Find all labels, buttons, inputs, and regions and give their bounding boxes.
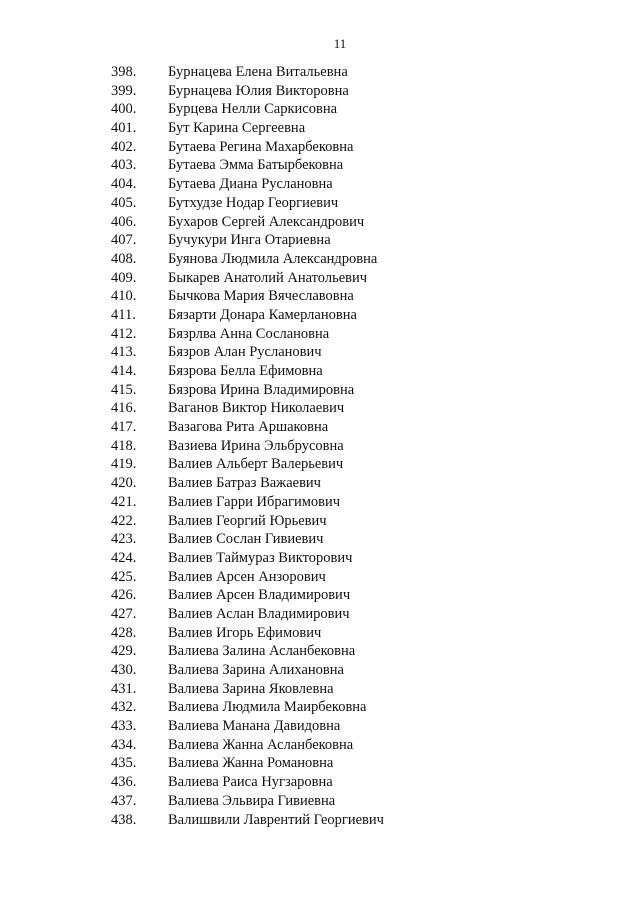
entry-number: 426. — [111, 587, 137, 604]
entry-number: 437. — [111, 792, 137, 809]
list-item — [0, 586, 640, 605]
list-item — [0, 642, 640, 661]
list-item — [0, 754, 640, 773]
entry-number: 401. — [111, 120, 137, 137]
entry-name: Валиев Альберт Валерьевич — [168, 456, 344, 473]
entry-name: Валиева Зарина Алихановна — [168, 662, 344, 678]
entry-number: 430. — [111, 662, 137, 678]
entry-number: 411. — [111, 306, 136, 323]
entry-name: Ваганов Виктор Николаевич — [168, 400, 345, 417]
entry-number: 423. — [111, 531, 137, 548]
list-item — [0, 362, 640, 381]
entry-name: Быкарев Анатолий Анатольевич — [168, 269, 368, 286]
entry-name: Валиева Залина Асланбековна — [168, 643, 356, 660]
entry-name: Бязров Алан Русланович — [168, 344, 322, 361]
entry-name: Бязрова Ирина Владимировна — [168, 381, 355, 398]
list-item — [0, 306, 640, 325]
list-item — [0, 399, 640, 418]
entry-number: 404. — [111, 176, 137, 193]
entry-number: 410. — [111, 288, 137, 305]
entry-number: 433. — [111, 718, 137, 735]
entry-number: 418. — [111, 437, 137, 454]
list-item — [0, 680, 640, 699]
entry-number: 438. — [111, 811, 137, 828]
list-item — [0, 156, 640, 175]
list-item — [0, 325, 640, 344]
entry-number: 431. — [111, 680, 137, 697]
entry-number: 412. — [111, 325, 137, 342]
entry-name: Валиев Гарри Ибрагимович — [168, 493, 341, 510]
entry-number: 416. — [111, 400, 137, 417]
list-item — [0, 717, 640, 736]
list-item — [0, 269, 640, 288]
list-item — [0, 250, 640, 269]
entry-name: Валиева Эльвира Гивиевна — [168, 792, 336, 809]
list-item — [0, 661, 640, 680]
entry-name: Вазагова Рита Аршаковна — [168, 419, 329, 436]
list-item — [0, 624, 640, 643]
entry-name: Бычкова Мария Вячеславовна — [168, 288, 354, 305]
entry-name: Бурцева Нелли Саркисовна — [168, 101, 338, 118]
list-item — [0, 437, 640, 456]
entry-number: 403. — [111, 157, 137, 174]
entry-number: 406. — [111, 213, 137, 230]
list-item — [0, 792, 640, 811]
list-item — [0, 175, 640, 194]
entry-number: 432. — [111, 699, 137, 716]
entry-name: Валиев Сослан Гивиевич — [168, 531, 324, 548]
entry-name: Бутаева Диана Руслановна — [168, 176, 333, 193]
entry-name: Валиева Жанна Романовна — [168, 755, 334, 772]
entry-name: Вазиева Ирина Эльбрусовна — [168, 437, 344, 454]
list-item — [0, 82, 640, 101]
list-item — [0, 418, 640, 437]
entry-number: 429. — [111, 643, 137, 660]
list-item — [0, 138, 640, 157]
entry-number: 405. — [111, 194, 137, 211]
entry-name: Бухаров Сергей Александрович — [168, 213, 365, 230]
entry-number: 435. — [111, 755, 137, 772]
entry-name: Валиева Людмила Маирбековна — [168, 699, 367, 716]
entry-name: Бурнацева Юлия Викторовна — [168, 82, 349, 99]
entry-number: 419. — [111, 456, 137, 473]
entry-number: 414. — [111, 363, 137, 379]
entry-name: Валиева Раиса Нугзаровна — [168, 774, 333, 791]
entry-name: Бязрлва Анна Сослановна — [168, 325, 330, 342]
list-item — [0, 811, 640, 830]
entry-name: Бязрова Белла Ефимовна — [168, 363, 323, 379]
entry-name: Бутхудзе Нодар Георгиевич — [168, 194, 339, 211]
list-item — [0, 343, 640, 362]
entry-name: Бязарти Донара Камерлановна — [168, 306, 357, 323]
entry-number: 427. — [111, 605, 137, 622]
entry-name: Валиев Батраз Важаевич — [168, 475, 321, 492]
entry-number: 415. — [111, 381, 137, 398]
list-item — [0, 287, 640, 306]
entry-number: 421. — [111, 493, 137, 510]
list-item — [0, 100, 640, 119]
list-item — [0, 119, 640, 138]
list-item — [0, 474, 640, 493]
list-item — [0, 512, 640, 531]
entry-name: Валиева Жанна Асланбековна — [168, 736, 354, 753]
entry-name: Валиева Манана Давидовна — [168, 718, 341, 735]
list-item — [0, 773, 640, 792]
entry-name: Бучукури Инга Отариевна — [168, 232, 331, 249]
entry-name: Бутаева Эмма Батырбековна — [168, 157, 344, 174]
list-item — [0, 698, 640, 717]
entry-name: Валиев Георгий Юрьевич — [168, 512, 327, 529]
entry-number: 436. — [111, 774, 137, 791]
entry-name: Валиев Арсен Владимирович — [168, 587, 351, 604]
list-item — [0, 493, 640, 512]
entry-number: 400. — [111, 101, 137, 118]
list-item — [0, 63, 640, 82]
entry-number: 399. — [111, 82, 137, 99]
list-item — [0, 568, 640, 587]
name-list — [0, 63, 640, 829]
entry-number: 424. — [111, 549, 137, 566]
entry-name: Буянова Людмила Александровна — [168, 250, 378, 267]
page-number: 11 — [333, 36, 347, 51]
list-item — [0, 605, 640, 624]
entry-number: 434. — [111, 736, 137, 753]
entry-number: 409. — [111, 269, 137, 286]
entry-number: 407. — [111, 232, 137, 249]
entry-name: Бут Карина Сергеевна — [168, 120, 306, 137]
entry-number: 425. — [111, 568, 137, 585]
list-item — [0, 231, 640, 250]
entry-name: Бурнацева Елена Витальевна — [168, 64, 348, 80]
entry-name: Валиева Зарина Яковлевна — [168, 680, 334, 697]
entry-name: Валиев Арсен Анзорович — [168, 568, 326, 585]
entry-number: 398. — [111, 64, 137, 80]
entry-number: 420. — [111, 475, 137, 492]
list-item — [0, 213, 640, 232]
list-item — [0, 549, 640, 568]
entry-number: 413. — [111, 344, 137, 361]
list-item — [0, 530, 640, 549]
entry-name: Бутаева Регина Махарбековна — [168, 138, 354, 155]
entry-number: 402. — [111, 138, 137, 155]
list-item — [0, 381, 640, 400]
entry-number: 428. — [111, 624, 137, 641]
list-item — [0, 736, 640, 755]
list-item — [0, 455, 640, 474]
entry-number: 422. — [111, 512, 137, 529]
entry-name: Валиев Игорь Ефимович — [168, 624, 322, 641]
list-item — [0, 194, 640, 213]
entry-number: 417. — [111, 419, 137, 436]
entry-name: Валиев Таймураз Викторович — [168, 549, 353, 566]
entry-number: 408. — [111, 250, 137, 267]
entry-name: Валишвили Лаврентий Георгиевич — [168, 811, 384, 828]
entry-name: Валиев Аслан Владимирович — [168, 605, 350, 622]
